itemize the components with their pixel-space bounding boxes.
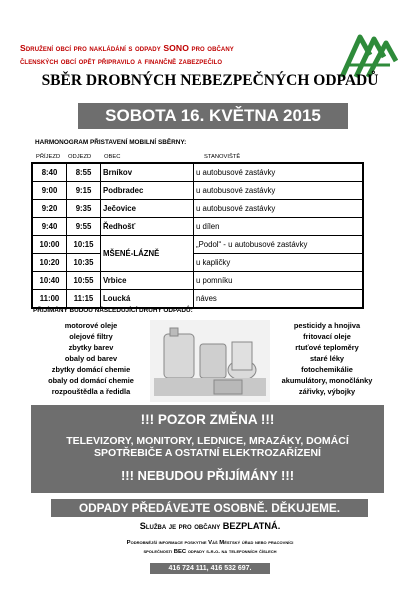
arrive-time: 9:00 [32,182,67,200]
table-row [32,236,363,254]
col-header-spot: STANOVIŠTĚ [204,154,241,160]
list-item: zářivky, výbojky [298,387,356,396]
depart-time: 11:15 [67,290,101,309]
depart-time: 10:35 [67,254,101,272]
schedule-title: HARMONOGRAM PŘISTAVENÍ MOBILNÍ SBĚRNY: [35,139,187,146]
list-item: fritovací oleje [303,332,351,341]
list-item: akumulátory, monočlánky [281,376,373,385]
depart-time: 10:15 [67,236,101,254]
list-item: obaly od domácí chemie [48,376,134,385]
arrive-time: 9:40 [32,218,67,236]
list-item: zbytky domácí chemie [51,365,131,374]
waste-list-right [272,320,382,397]
arrive-time: 11:00 [32,290,67,309]
spot-name: „Podol“ - u autobusové zastávky [194,236,364,254]
place-name: Loucká [101,290,194,309]
table-row [32,290,363,309]
warning-items-line-2: SPOTŘEBIČE A OSTATNÍ ELEKTROZAŘÍZENÍ [94,447,321,459]
table-row [32,200,363,218]
warning-heading: !!! POZOR ZMĚNA !!! [140,412,275,427]
list-item: rozpouštědla a ředidla [51,387,131,396]
info-line-2: společnosti BEC odpady s.r.o. na telefonních číslech [143,549,277,555]
spot-name: u autobusové zastávky [194,182,364,200]
depart-time: 10:55 [67,272,101,290]
arrive-time: 10:20 [32,254,67,272]
table-row [32,163,363,182]
phone-numbers: 416 724 111, 416 532 697. [150,563,270,574]
place-name: Vrbice [101,272,194,290]
list-item: obaly od barev [64,354,118,363]
place-name: Ředhošť [101,218,194,236]
waste-title: PŘIJÍMÁNY BUDOU NÁSLEDUJÍCÍ DRUHY ODPADŮ: [33,307,193,314]
spot-name: u dílen [194,218,364,236]
schedule-table [31,162,364,309]
table-row [32,272,363,290]
header-line-1: Sdružení obcí pro nakládání s odpady SONO pro občany [20,43,234,53]
table-row [32,254,363,272]
depart-time: 9:55 [67,218,101,236]
spot-name: u autobusové zastávky [194,200,364,218]
place-name: Brníkov [101,163,194,182]
list-item: zbytky barev [68,343,114,352]
header-line-2: členských obcí opět připravilo a finančně zabezpečilo [20,56,223,66]
handover-banner: ODPADY PŘEDÁVEJTE OSOBNĚ. DĚKUJEME. [51,499,368,517]
list-item: pesticidy a hnojiva [293,321,361,330]
list-item: staré léky [309,354,345,363]
table-row [32,182,363,200]
depart-time: 8:55 [67,163,101,182]
col-header-place: OBEC [104,154,121,160]
date-banner: SOBOTA 16. KVĚTNA 2015 [78,103,348,129]
spot-name: u pomníku [194,272,364,290]
place-name: MŠENÉ-LÁZNĚ [101,236,194,272]
depart-time: 9:15 [67,182,101,200]
list-item: rtuťové teploměry [295,343,359,352]
col-header-depart: ODJEZD [68,154,92,160]
warning-box [31,405,384,493]
list-item: fotochemikálie [301,365,353,374]
warning-items-line-1: TELEVIZORY, MONITORY, LEDNICE, MRAZÁKY, DOMÁCÍ [66,435,349,447]
spot-name: u kapličky [194,254,364,272]
col-header-arrive: PŘÍJEZD [36,154,61,160]
arrive-time: 8:40 [32,163,67,182]
place-name: Podbradec [101,182,194,200]
info-line-1: Podrobnější informace poskytne Váš Městský úřad nebo pracovníci [126,540,294,546]
warning-not-accepted: !!! NEBUDOU PŘIJÍMÁNY !!! [120,468,295,483]
arrive-time: 10:00 [32,236,67,254]
arrive-time: 10:40 [32,272,67,290]
warning-items [31,435,384,459]
list-item: motorové oleje [64,321,118,330]
table-row [32,218,363,236]
hazardous-waste-containers-icon [150,320,270,402]
spot-name: náves [194,290,364,309]
arrive-time: 9:20 [32,200,67,218]
list-item: olejové filtry [69,332,113,341]
service-free-note: Služba je pro občany BEZPLATNÁ. [139,521,281,531]
waste-list-left [36,320,146,397]
depart-time: 9:35 [67,200,101,218]
place-name: Ječovice [101,200,194,218]
main-title: SBĚR DROBNÝCH NEBEZPEČNÝCH ODPADŮ [41,72,379,89]
spot-name: u autobusové zastávky [194,163,364,182]
